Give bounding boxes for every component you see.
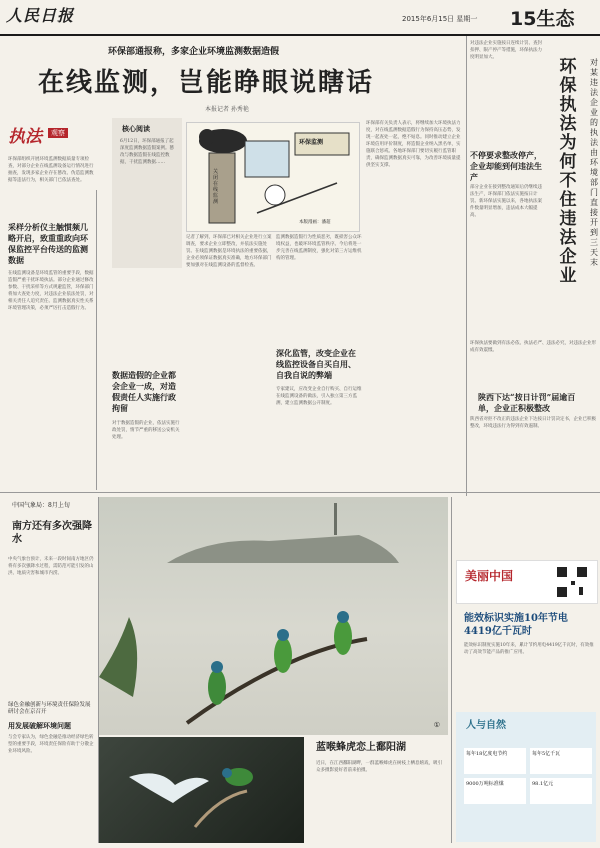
flying-bird-image (99, 737, 304, 843)
lead-subhead-1: 数据造假的企业都会企业一成，对造假责任人实施行政拘留 (112, 370, 176, 413)
energy-headline: 能效标识实施10年节电4419亿千瓦时 (464, 613, 568, 637)
lead-byline: 本报记者 孙秀艳 (205, 106, 249, 113)
right-headline: 环保执法为何不住违法企业 (559, 57, 577, 286)
lead-side-deck: 采样分析仪主触惯频几略开启，致重重政向环保监控平台传送的监测数据 (8, 222, 88, 265)
flying-bird-photo (99, 737, 304, 843)
nature-logo: 人与自然 (466, 720, 506, 731)
core-reading-title: 核心阅读 (122, 124, 150, 133)
energy-body-text: 能效标识制度实施10年来，累计节约用电4419亿千瓦时，有效推动了高效节能产品的推广应用。 (464, 643, 594, 655)
lead-body-text: 监测数据造假行为性质恶劣，既损害公众环境权益，也破坏环境监管秩序。今后将进一步完善在线监测制度，强化对第三方运维机构的管理。 (276, 235, 362, 261)
column-rule (96, 190, 97, 490)
beautiful-china-banner (456, 560, 598, 604)
cartoon-label-chimney: 关闭在线监测 (213, 169, 219, 205)
masthead (0, 0, 600, 36)
finance-body-text: 与会专家认为，绿色金融是推动经济绿色转型的重要手段，环境责任保险有助于分散企业环境风险。 (8, 735, 94, 754)
lead-headline: 在线监测，岂能睁眼说瞎话 (38, 68, 375, 98)
lead-body-text: 专家建议，应改变企业自行购买、自行运维在线监测设备的做法，引入独立第三方监测，建立监测数据公开制度。 (276, 387, 362, 406)
newspaper-logo: 人民日报 (6, 6, 75, 25)
ad-stat: 每年18亿度电节约 (464, 748, 526, 774)
lead-body-text: 环保部有关负责人表示，将继续加大环境执法力度，对在线监测数据造假行为保持高压态势，发现一起查处一起，绝不姑息。同时推动建立企业环境信用评价制度，将造假企业纳入黑名单，实施联合惩戒。各地环保部门要切实履行监管职责，确保监测数据真实可靠，为改善环境质量提供坚实支撑。 (366, 121, 461, 168)
right-body-text: 部分企业在接到整改通知后仍继续违法生产，环保部门依法实施按日计罚。新环保法实施以来，各地执法案件数量明显增加，违法成本大幅提高。 (470, 185, 542, 218)
qr-code-icon (555, 565, 589, 599)
lead-body-text: 记者了解到，环保部已对相关企业进行立案调查，要求企业立即整改，并依法实施处罚。在线监测数据是环境执法的重要依据，企业必须保证数据真实准确，地方环保部门要加强对在线监测设备的监督检查。 (186, 235, 272, 268)
cartoon-label-monitor: 环保监测 (299, 139, 324, 146)
finance-headline: 用发展破解环境问题 (8, 721, 71, 730)
right-body-text: 陕西省对拒不改正的违法企业下达按日计罚决定书，企业已积极整改，环境违法行为得到有效遏制。 (470, 417, 596, 429)
right-body-text: 环保执法要做到有法必依、执法必严、违法必究，对违法企业形成有效震慑。 (470, 341, 596, 353)
column-tag-text: 执法 (8, 127, 42, 147)
cartoon-illustration (186, 122, 360, 232)
core-reading-text: 6月12日，环保部通报了起深度监测数据造假案例。篡改与数据造假在线监控数据，干扰监测数据…… (120, 139, 174, 165)
column-tag (8, 122, 84, 152)
nature-ad (456, 712, 596, 842)
lead-body-text: 在线监测设备是环境监管的重要手段，数据造假严重干扰环境执法。部分企业通过修改参数、干扰采样等方式规避监管，环保部门将加大查处力度，对违法企业依法处罚，对相关责任人追究责任。监测数据真实性关系环境管理决策，必须严厉打击造假行为。 (8, 271, 94, 311)
lead-body-text: 对于数据造假的企业，依法实施行政处罚，情节严重的移送公安机关处理。 (112, 421, 180, 440)
weather-headline: 南方还有多次强降水 (12, 521, 92, 545)
column-tag-sub: 观察 (48, 128, 68, 138)
weather-body-text: 中央气象台预计，未来一段时间南方地区仍将有多次强降水过程，需防范可能引发的山洪、地质灾害和城市内涝。 (8, 557, 94, 576)
section-label: 15生态 (510, 8, 575, 30)
right-subhead-1: 不停要求整改停产，企业却能到何违法生产 (470, 150, 542, 182)
right-kicker: 对某违法企业的执法由环境部门直接开到三天末 (590, 58, 598, 267)
column-rule (451, 497, 452, 843)
photo-caption-text: 近日，在江西鄱阳湖畔，一群蓝喉蜂虎在树枝上栖息嬉戏，吸引众多摄影爱好者前来拍摄。 (316, 761, 442, 773)
beautiful-china-logo: 美丽中国 (465, 569, 514, 583)
lead-subhead-2: 深化监管，改变企业在线监控设备自买自用、自我自说的弊端 (276, 348, 356, 380)
lead-kicker: 环保部通报称，多家企业环境监测数据造假 (108, 47, 280, 57)
bee-eater-photo-image (99, 497, 448, 735)
lake-bird-photo (99, 497, 448, 735)
photo-headline: 蓝喉蜂虎恋上鄱阳湖 (316, 742, 406, 753)
finance-deck: 绿色金融创新与环境责任保险发展研讨会在京召开 (8, 702, 91, 715)
core-reading-box (112, 118, 182, 268)
issue-date: 2015年6月15日 星期一 (402, 15, 478, 23)
lead-body-text: 环保部组织开展环境监测数据质量专项检查，对部分企业在线监测设备运行情况进行抽查，发现多家企业存在篡改、伪造监测数据等违法行为，相关部门已依法查处。 (8, 157, 94, 183)
right-subhead-2: 陕西下达“按日计罚”届逾百单，企业正积极整改 (478, 392, 576, 413)
right-body-text: 对违法企业实施按日连续计罚、查封扣押、限产停产等措施，环保执法力度明显加大。 (470, 41, 542, 60)
cartoon-credit: 本版漫画：潘超 (299, 220, 331, 225)
section-rule (0, 492, 600, 493)
column-rule (466, 36, 467, 496)
photo-number: ① (433, 721, 440, 729)
ad-stat: 9000万吨标准煤 (464, 778, 526, 804)
ad-stat: 98.1亿元 (530, 778, 592, 804)
weather-deck: 中国气象局：8月上旬 (12, 502, 70, 509)
ad-stat: 每年5亿千瓦 (530, 748, 592, 774)
